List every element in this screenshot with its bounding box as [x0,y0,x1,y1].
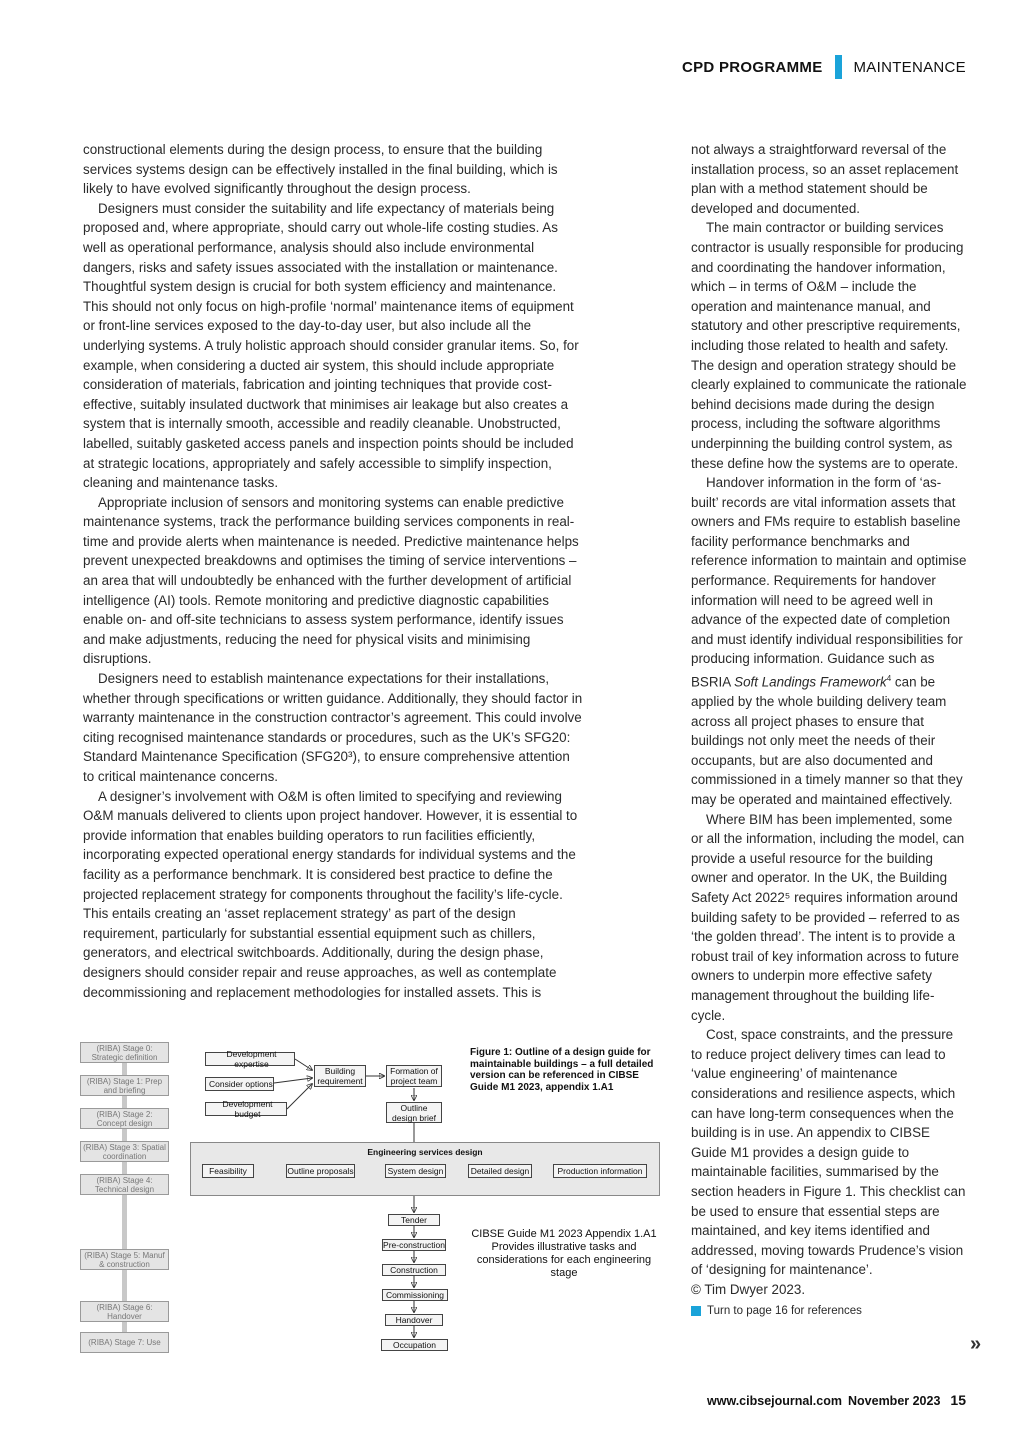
references-text: Turn to page 16 for references [707,1304,862,1317]
step-occupation: Occupation [381,1339,448,1351]
esd-step-system-design: System design [385,1164,446,1178]
building-requirement-box: Building requirement [314,1065,366,1087]
publication-title: Soft Landings Framework [734,674,887,690]
step-pre-construction: Pre-construction [383,1240,445,1250]
figure-caption: Figure 1: Outline of a design guide for maintainable buildings – a full detailed version can be referenced in CIBSE Guide M1 2023, appendix 1.A1 [470,1047,654,1093]
esd-step-feasibility: Feasibility [202,1164,254,1178]
left-column [83,140,583,1002]
copyright: © Tim Dwyer 2023. [691,1281,806,1297]
outline-brief-box: Outline design brief [386,1102,442,1123]
riba-stage-1: (RIBA) Stage 1: Prep and briefing [80,1075,169,1096]
riba-stage-0: (RIBA) Stage 0: Strategic definition [80,1042,169,1063]
paragraph [691,473,967,810]
input-consider-options: Consider options [205,1077,274,1091]
paragraph: not always a straightforward reversal of the installation process, so an asset replacement plan with a method statement should be developed and documented. [691,142,959,216]
paragraph: Designers need to establish maintenance expectations for their installations, whether through specifications or written guidance. Additionally, they should factor in warranty maintenance in the construction contractor’s agreement. This could involve citing recognised maintenance standards or procedures, such as the UK’s SFG20: Standard Maintenance Specification (SFG20³), to ensure comprehensive attention to critical maintenance concerns. [83,671,583,784]
section-label: MAINTENANCE [853,58,966,76]
formation-team-box: Formation of project team [386,1065,442,1087]
paragraph-text: can be applied by the whole building delivery team across all project phases to ensure that buildings not only meet the needs of their occupants, but are also documented and commissioned in a timely manner so that they may be operated and maintained effectively. [691,674,963,808]
paragraph: A designer’s involvement with O&M is often limited to specifying and reviewing O&M manuals delivered to clients upon project handover. However, it is essential to provide information that enables building operators to run facilities efficiently, incorporating expected operational energy standards for individual systems and the facility as a performance benchmark. It is considered best practice to define the projected replacement strategy for components throughout the facility’s life-cycle. This entails creating an ‘asset replacement strategy’ as part of the design requirement, particularly for substantial essential equipment such as chillers, generators, and electrical switchboards. Additionally, during the design phase, designers should consider repair and reuse approaches, as well as contemplate decommissioning and replacement methodologies for installed assets. This is [83,788,578,1000]
paragraph: Appropriate inclusion of sensors and monitoring systems can enable predictive maintenance systems, track the performance building services components in real-time and provide alerts when maintenance is needed. Predictive maintenance helps prevent unexpected breakdowns and optimises the timing of service interventions – an area that will undoubtedly be enhanced with the further development of artificial intelligence (AI) tools. Remote monitoring and predictive diagnostic capabilities enable on- and off-site technicians to assess system performance, identify issues and make adjustments, reducing the need for physical visits and minimising disruptions. [83,494,579,667]
step-handover: Handover [385,1314,443,1326]
riba-stage-6: (RIBA) Stage 6: Handover [80,1301,169,1322]
header-divider [835,55,842,79]
square-bullet-icon [691,1306,701,1316]
page-footer [707,1392,966,1408]
paragraph: The main contractor or building services contractor is usually responsible for producing and coordinating the handover information, which – in terms of O&M – include the operation and maintenance manual, and statutory and other prescriptive requirements, including those related to health and safety. The design and operation strategy should be clearly explained to communicate the rationale behind decisions made during the design process, including the software algorithms underpinning the building control system, as these define how the systems are to operate. [691,220,967,471]
step-tender: Tender [388,1214,440,1226]
paragraph: Cost, space constraints, and the pressure to reduce project delivery times can lead to ‘value engineering’ of maintenance considerations and resilience aspects, which can have long-term consequences when the building is in use. An appendix to CIBSE Guide M1 provides a design guide to maintainable facilities, summarised by the section headers in Figure 1. This checklist can be used to ensure that essential steps are maintained, and key items identified and addressed, moving towards Prudence’s vision of ‘designing for maintenance’. [691,1027,966,1278]
issue-date: November 2023 [848,1394,941,1408]
references-link[interactable] [691,1302,967,1322]
riba-stage-7: (RIBA) Stage 7: Use [80,1332,169,1353]
figure-note: CIBSE Guide M1 2023 Appendix 1.A1 Provides illustrative tasks and considerations for each engineering stage [471,1228,657,1279]
programme-label: CPD PROGRAMME [681,58,823,76]
reference-number: 4 [886,674,892,684]
riba-stage-2: (RIBA) Stage 2: Concept design [80,1108,169,1129]
esd-step-outline-proposals: Outline proposals [287,1166,354,1176]
riba-stage-5: (RIBA) Stage 5: Manuf & construction [80,1249,169,1270]
page-number: 15 [950,1392,966,1408]
esd-step-production-information: Production information [553,1164,647,1178]
double-chevron-right-icon: » [970,1333,982,1355]
input-development-budget: Development budget [205,1102,287,1116]
riba-stage-3: (RIBA) Stage 3: Spatial coordination [80,1141,169,1162]
paragraph: Where BIM has been implemented, some or all the information, including the model, can provide a useful resource for the building owner and operator. In the UK, the Building Safety Act 2022⁵ requires information around building safety to be provided – referred to as ‘the golden thread’. The intent is to provide a robust trail of key information across to future owners to underpin more effective safety management throughout the building life-cycle. [691,811,965,1023]
riba-stage-4: (RIBA) Stage 4: Technical design [80,1174,169,1195]
paragraph: Designers must consider the suitability and life expectancy of materials being proposed and, where appropriate, should carry out whole-life costing studies. As well as operational performance, analysis should also include environmental dangers, risks and safety issues associated with the installation or maintenance. Thoughtful system design is crucial for both system efficiency and maintenance. This should not only focus on high-profile ‘normal’ maintenance items of equipment or front-line services exposed to the day-to-day user, but also include all the underlying systems. A truly holistic approach should consider granular items. So, for example, when considering a ducted air system, this should include appropriate consideration of materials, fabrication and jointing techniques that provide cost-effective, suitably insulated ductwork that minimises air leakage but also creates a system that is internally smooth, accessible and readily cleanable. Unobstructed, labelled, suitably gasketed access panels and inspection points should be included at strategic locations, appropriately and safely accessible to simplify inspection, cleaning and maintenance tasks. [83,200,579,491]
paragraph: constructional elements during the design process, to ensure that the building services systems design can be effectively installed in the final building, which is likely to have evolved significantly throughout the design process. [83,142,558,197]
running-header [682,55,966,79]
esd-title: Engineering services design [367,1147,483,1157]
paragraph-text: Handover information in the form of ‘as-built’ records are vital information assets that owners and FMs require to establish baseline facility performance benchmarks and reference information to maintain and optimise performance. Requirements for handover information will need to be agreed well in advance of the expected date of completion and must identify individual responsibilities for producing information. Guidance such as BSRIA [691,475,967,690]
input-development-expertise: Development expertise [205,1052,295,1066]
right-column [691,140,967,1321]
figure-1-diagram [80,1040,670,1358]
step-construction: Construction [382,1264,446,1276]
esd-step-detailed-design: Detailed design [468,1164,532,1178]
step-commissioning: Commissioning [382,1289,448,1301]
site-url[interactable]: www.cibsejournal.com [707,1394,842,1408]
